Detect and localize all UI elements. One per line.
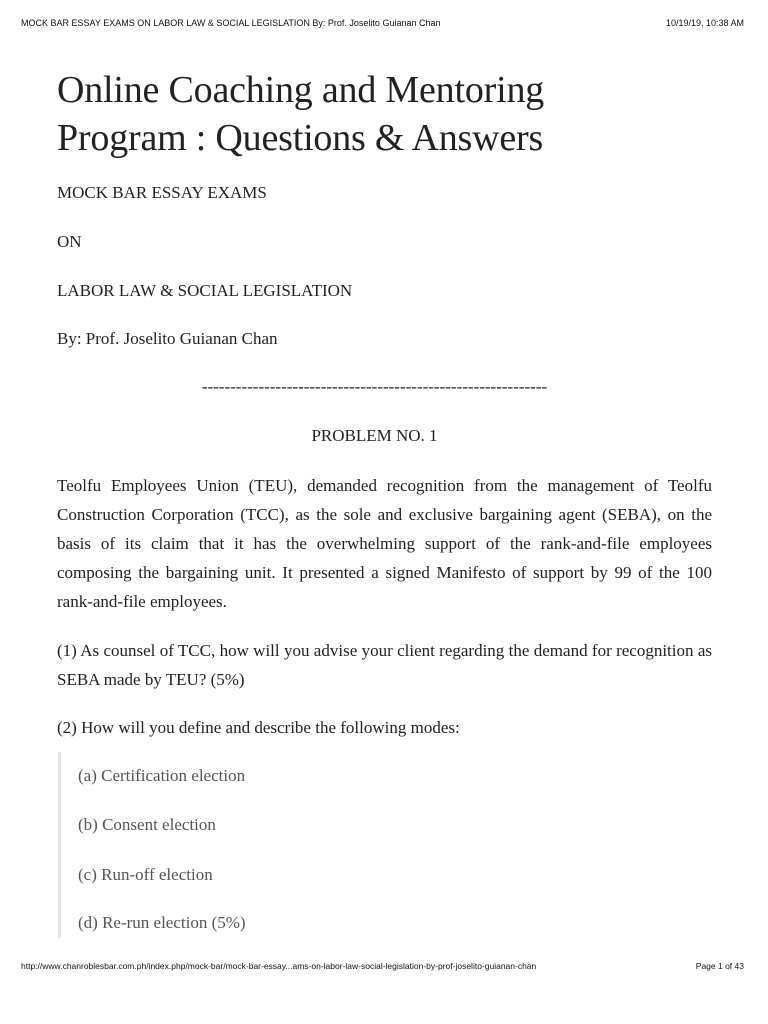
author-line: By: Prof. Joselito Guianan Chan (57, 329, 278, 348)
subheading-on: ON (57, 232, 82, 251)
problem-heading: PROBLEM NO. 1 (311, 426, 438, 445)
subheading-mock-bar: MOCK BAR ESSAY EXAMS (57, 183, 267, 202)
page-title (57, 66, 712, 162)
question-1: (1) As counsel of TCC, how will you advise your client regarding the demand for recognition as SEBA made by TEU? (5%) (57, 641, 712, 689)
blockquote-bar (58, 752, 61, 938)
title-block (57, 66, 712, 162)
mode-item: (a) Certification election (78, 766, 246, 785)
page-title-line1: Online Coaching and Mentoring (57, 69, 545, 111)
footer-url: http://www.chanroblesbar.com.ph/index.php/mock-bar/mock-bar-essay...ams-on-labor-law-social-legislation-by-prof-joselito-guianan-chan (21, 961, 537, 971)
question-2: (2) How will you define and describe the following modes: (57, 718, 460, 737)
page-title-line2: Program : Questions & Answers (57, 117, 544, 159)
mode-item: (c) Run-off election (78, 865, 213, 884)
problem-text: Teolfu Employees Union (TEU), demanded recognition from the management of Teolfu Construction Corporation (TCC), as the sole and exclusive bargaining agent (SEBA), on the basis of its claim that it has the overwhelming support of the rank-and-file employees composing the bargaining unit. It presented a signed Manifesto of support by 99 of the 100 rank-and-file employees. (57, 476, 712, 611)
print-header (21, 18, 744, 32)
footer-page-number: Page 1 of 43 (695, 961, 744, 971)
separator-line: ------------------------------------------------------------- (201, 377, 548, 396)
subheading-labor-law: LABOR LAW & SOCIAL LEGISLATION (57, 281, 353, 300)
print-footer (21, 961, 744, 975)
header-timestamp: 10/19/19, 10:38 AM (665, 18, 744, 28)
header-title: MOCK BAR ESSAY EXAMS ON LABOR LAW & SOCIAL LEGISLATION By: Prof. Joselito Guianan Chan (21, 18, 441, 28)
mode-item: (d) Re-run election (5%) (78, 913, 246, 932)
mode-item: (b) Consent election (78, 815, 216, 834)
